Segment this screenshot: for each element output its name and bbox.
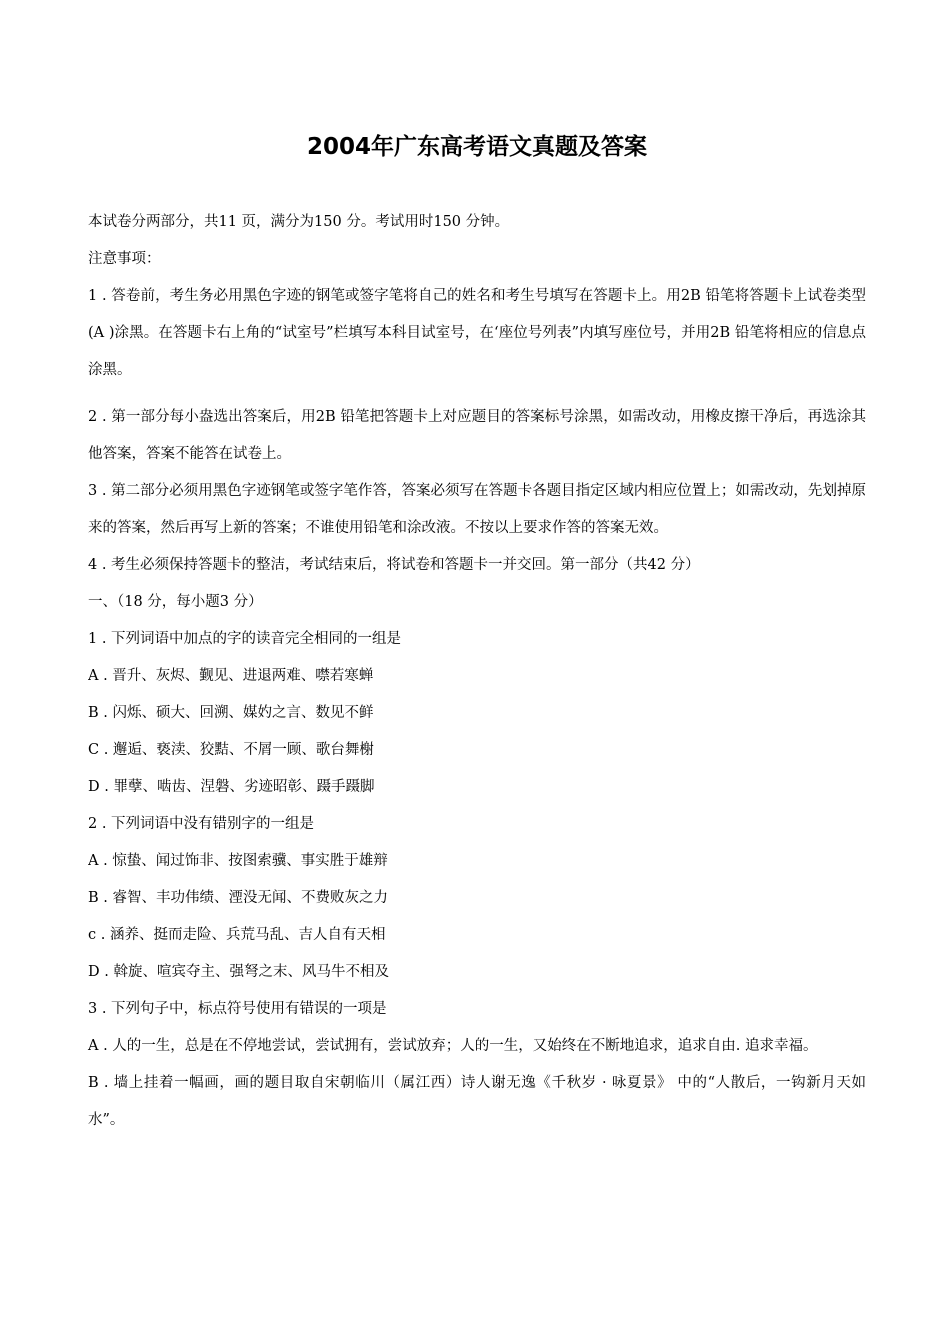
- question-stem: 2 . 下列词语中没有错别字的一组是: [88, 816, 315, 832]
- paragraph-gap: [88, 389, 866, 399]
- section-heading: 一、（18 分，每小题3 分）: [88, 594, 263, 610]
- note-item: 1 . 答卷前，考生务必用黑色字迹的钢笔或签字笔将自己的姓名和考生号填写在答题卡上。用2B 铅笔将答题卡上试卷类型(A )涂黑。在答题卡右上角的“试室号”栏填写本科目试室号，在‘座位号列表”内填写座位号，并用2B 铅笔将相应的信息点涂黑。: [88, 288, 866, 378]
- question-option: C . 邂逅、亵渎、狡黠、不屑一顾、歌台舞榭: [88, 742, 374, 758]
- note-item: 2 . 第一部分每小盎选出答案后，用2B 铅笔把答题卡上对应题目的答案标号涂黑，如需改动，用橡皮擦干净后，再选涂其他答案，答案不能答在试卷上。: [88, 409, 866, 462]
- question-option: A . 晋升、灰烬、觐见、进退两难、噤若寒蝉: [88, 668, 374, 684]
- question-stem: 3 . 下列句子中，标点符号使用有错误的一项是: [88, 1001, 387, 1017]
- question-option: B . 睿智、丰功伟绩、湮没无闻、不费败灰之力: [88, 890, 388, 906]
- document-body: [88, 204, 866, 1139]
- question-option: A . 人的一生，总是在不停地尝试，尝试拥有，尝试放弃；人的一生，又始终在不断地追求，追求自由. 追求幸福。: [88, 1038, 818, 1054]
- exam-intro: 本试卷分两部分，共11 页，满分为150 分。考试用时150 分钟。: [88, 214, 510, 230]
- question-stem: 1 . 下列词语中加点的字的读音完全相同的一组是: [88, 631, 402, 647]
- note-item: 3 . 第二部分必须用黑色字迹钢笔或签字笔作答，答案必须写在答题卡各题目指定区域内相应位置上；如需改动，先划掉原来的答案，然后再写上新的答案；不谁使用铅笔和涂改液。不按以上要求作答的答案无效。: [88, 483, 866, 536]
- question-option: D . 斡旋、喧宾夺主、强弩之末、风马牛不相及: [88, 964, 389, 980]
- note-item: 4 . 考生必须保持答题卡的整洁，考试结束后，将试卷和答题卡一并交回。第一部分（共42 分）: [88, 557, 700, 573]
- question-option: B . 墙上挂着一幅画，画的题目取自宋朝临川（属江西）诗人谢无逸《千秋岁 · 咏夏景》 中的“人散后，一钩新月天如水”。: [88, 1075, 866, 1128]
- question-option: c . 涵养、挺而走险、兵荒马乱、吉人自有天相: [88, 927, 386, 943]
- document-title: 2004年广东高考语文真题及答案: [306, 134, 647, 160]
- question-option: A . 惊蛰、闻过饰非、按图索骥、事实胜于雄辩: [88, 853, 388, 869]
- notice-heading: 注意事项：: [88, 251, 161, 267]
- question-option: B . 闪烁、硕大、回溯、媒妁之言、数见不鲜: [88, 705, 374, 721]
- question-option: D . 罪孽、啮齿、涅磐、劣迹昭彰、蹑手蹑脚: [88, 779, 375, 795]
